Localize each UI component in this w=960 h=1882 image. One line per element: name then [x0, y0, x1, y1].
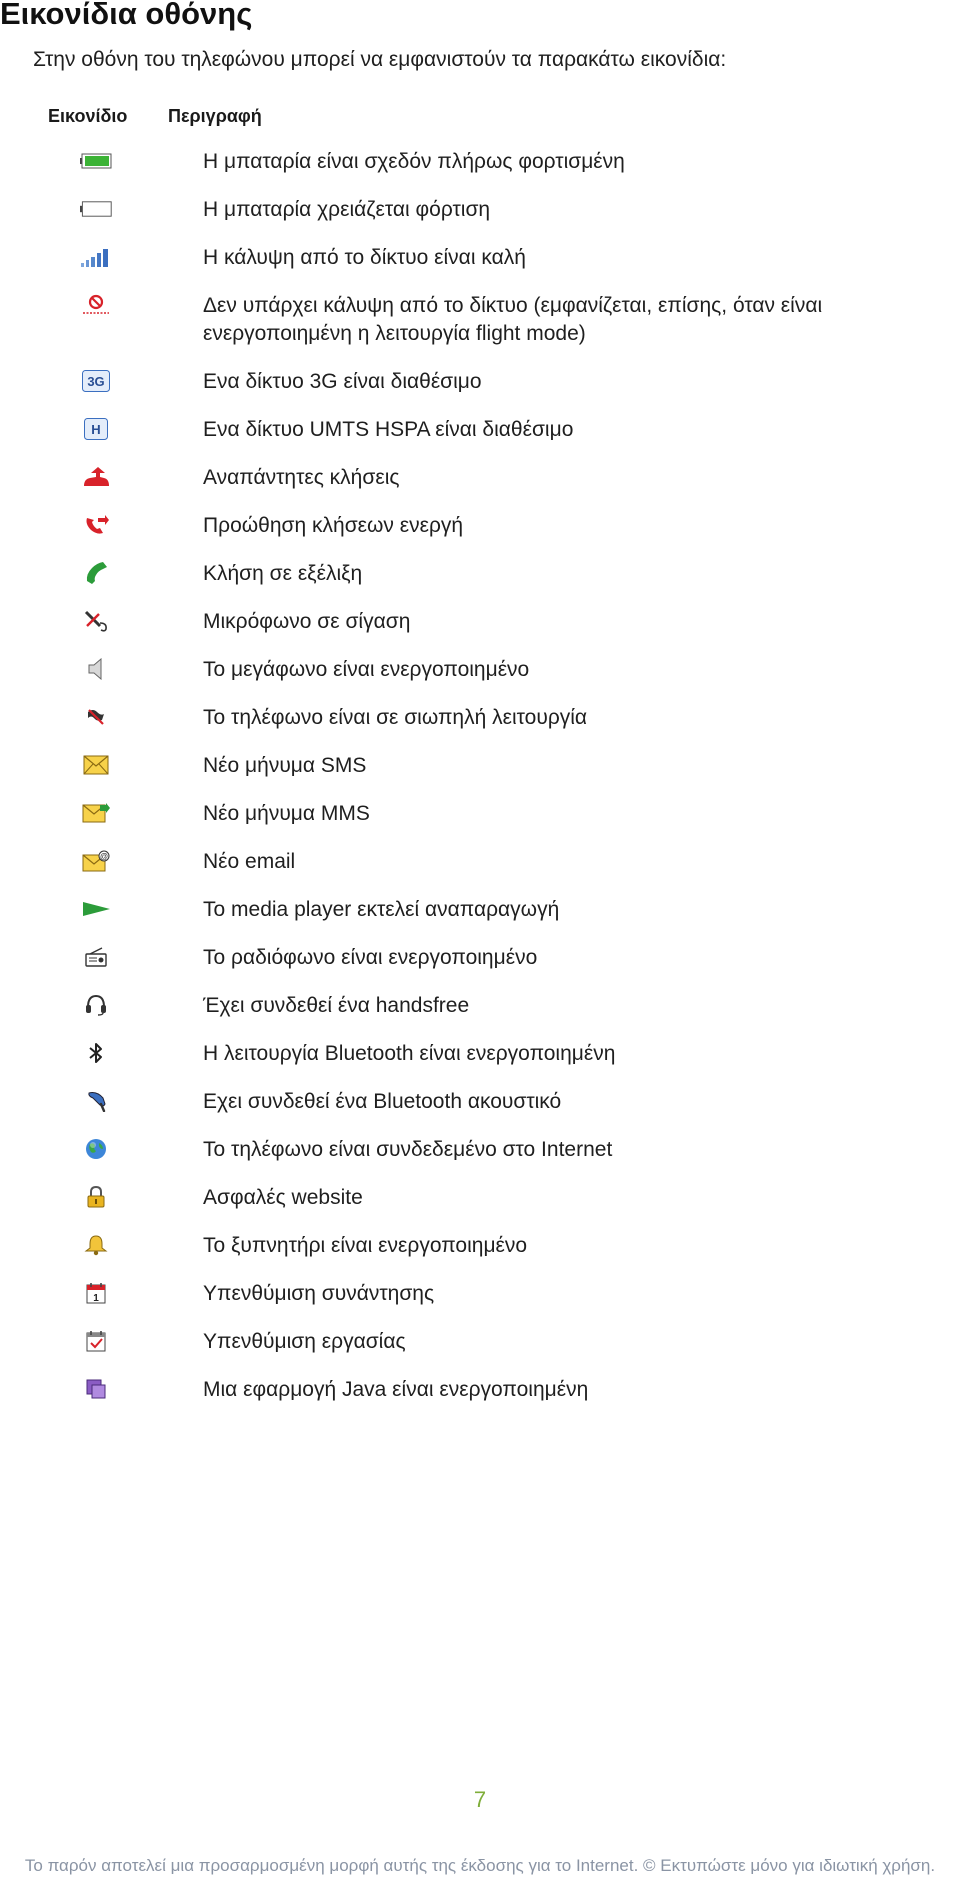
icon-description: Κλήση σε εξέλιξη [203, 562, 363, 585]
icon-description: Το ραδιόφωνο είναι ενεργοποιημένο [203, 946, 538, 969]
icon-row [0, 704, 960, 732]
mic-muted-icon [80, 608, 112, 634]
icon-description: Η μπαταρία χρειάζεται φόρτιση [203, 198, 491, 221]
icon-description: Το ξυπνητήρι είναι ενεργοποιημένο [203, 1234, 528, 1257]
icon-row [0, 244, 960, 272]
icon-row [0, 560, 960, 588]
icon-row [0, 752, 960, 780]
icon-row [0, 512, 960, 540]
bluetooth-headset-icon [80, 1088, 112, 1114]
battery-empty-icon [80, 196, 112, 222]
icon-description: Έχει συνδεθεί ένα handsfree [203, 994, 470, 1017]
icon-description: Η κάλυψη από το δίκτυο είναι καλή [203, 246, 526, 269]
hspa-network-icon [80, 416, 112, 442]
task-reminder-icon [80, 1328, 112, 1354]
icon-row [0, 464, 960, 492]
alarm-bell-icon [80, 1232, 112, 1258]
icon-table [0, 148, 960, 1424]
call-forward-icon [80, 512, 112, 538]
handsfree-icon [80, 992, 112, 1018]
secure-lock-icon [80, 1184, 112, 1210]
icon-row [0, 800, 960, 828]
icon-description: Νέο μήνυμα MMS [203, 802, 370, 825]
icon-description: Μια εφαρμογή Java είναι ενεργοποιημένη [203, 1378, 589, 1401]
3g-icon-label: 3G [87, 374, 105, 389]
signal-strength-icon [80, 244, 112, 270]
icon-description: Μικρόφωνο σε σίγαση [203, 610, 411, 633]
bluetooth-icon [80, 1040, 112, 1066]
icon-description: Νέο email [203, 850, 296, 873]
icon-description: Προώθηση κλήσεων ενεργή [203, 514, 464, 537]
icon-description: Το μεγάφωνο είναι ενεργοποιημένο [203, 658, 530, 681]
svg-text:1: 1 [93, 1293, 99, 1304]
icon-description: Δεν υπάρχει κάλυψη από το δίκτυο (εμφανίζεται, επίσης, όταν είναι ενεργοποιημένη η λειτουργία flight mode) [203, 294, 823, 345]
icon-row [0, 1328, 960, 1356]
internet-globe-icon [80, 1136, 112, 1162]
icon-row [0, 1376, 960, 1404]
icon-row [0, 608, 960, 636]
icon-row [0, 1136, 960, 1164]
icon-description: Η μπαταρία είναι σχεδόν πλήρως φορτισμένη [203, 150, 625, 173]
icon-description: Νέο μήνυμα SMS [203, 754, 367, 777]
java-app-icon [80, 1376, 112, 1402]
battery-full-icon [80, 148, 112, 174]
icon-description: Ενα δίκτυο UMTS HSPA είναι διαθέσιμο [203, 418, 574, 441]
icon-row [0, 1280, 960, 1308]
icon-row [0, 148, 960, 176]
icon-description: Το τηλέφωνο είναι συνδεδεμένο στο Internet [203, 1138, 613, 1161]
call-in-progress-icon [80, 560, 112, 586]
icon-row [0, 1040, 960, 1068]
hspa-icon-label: H [91, 422, 101, 437]
new-mms-icon [80, 800, 112, 826]
icon-row [0, 1184, 960, 1212]
icon-description: Εχει συνδεθεί ένα Bluetooth ακουστικό [203, 1090, 562, 1113]
icon-row [0, 848, 960, 876]
icon-description: Υπενθύμιση εργασίας [203, 1330, 406, 1353]
media-player-play-icon [80, 896, 112, 922]
loudspeaker-icon [80, 656, 112, 682]
icon-row [0, 196, 960, 224]
silent-mode-icon [80, 704, 112, 730]
icon-row [0, 1232, 960, 1260]
page-footer: Το παρόν αποτελεί μια προσαρμοσμένη μορφή αυτής της έκδοσης για το Internet. © Εκτυπώστε μόνο για ιδιωτική χρήση. [24, 1856, 936, 1875]
radio-icon [80, 944, 112, 970]
icon-description: Το media player εκτελεί αναπαραγωγή [203, 898, 560, 921]
page-title: Εικονίδια οθόνης [0, 0, 253, 31]
missed-call-icon [80, 464, 112, 490]
icon-description: Ενα δίκτυο 3G είναι διαθέσιμο [203, 370, 482, 393]
svg-text:@: @ [100, 852, 108, 861]
icon-row [0, 1088, 960, 1116]
icon-description: Αναπάντητες κλήσεις [203, 466, 400, 489]
intro-text: Στην οθόνη του τηλεφώνου μπορεί να εμφανιστούν τα παρακάτω εικονίδια: [33, 48, 727, 71]
icon-row [0, 656, 960, 684]
icon-row [0, 896, 960, 924]
no-network-icon [80, 292, 112, 318]
icon-row [0, 292, 960, 348]
icon-description: Η λειτουργία Bluetooth είναι ενεργοποιημένη [203, 1042, 616, 1065]
icon-row [0, 992, 960, 1020]
icon-description: Ασφαλές website [203, 1186, 363, 1209]
meeting-reminder-icon [80, 1280, 112, 1306]
3g-network-icon [80, 368, 112, 394]
new-sms-icon [80, 752, 112, 778]
page-number: 7 [473, 1787, 487, 1812]
icon-row [0, 416, 960, 444]
icon-row [0, 944, 960, 972]
column-header-description: Περιγραφή [168, 106, 262, 126]
column-header-icon: Εικονίδιο [48, 106, 128, 126]
icon-row [0, 368, 960, 396]
icon-description: Υπενθύμιση συνάντησης [203, 1282, 435, 1305]
new-email-icon [80, 848, 112, 874]
icon-description: Το τηλέφωνο είναι σε σιωπηλή λειτουργία [203, 706, 588, 729]
